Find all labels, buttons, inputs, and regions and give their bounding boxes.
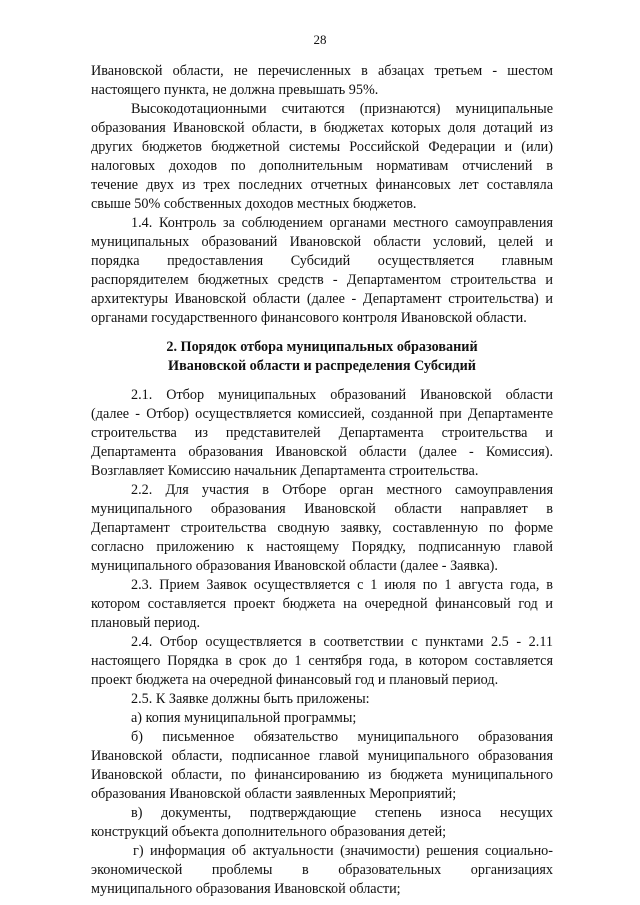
text-line: порядка предоставления Субсидий осуществляется главным xyxy=(91,253,553,269)
text-line: Ивановской области, подписанное главой муниципального образования xyxy=(91,748,553,764)
list-item: в) документы, подтверждающие степень износа несущих xyxy=(131,805,553,821)
text-line: муниципального образования Ивановской области; xyxy=(91,881,401,897)
section-heading: 2. Порядок отбора муниципальных образований xyxy=(166,339,478,355)
text-line: 1.4. Контроль за соблюдением органами местного самоуправления xyxy=(131,215,553,231)
text-line: конструкций объекта дополнительного образования детей; xyxy=(91,824,447,840)
text-line: плановый период. xyxy=(91,615,201,631)
text-line: течение двух из трех последних отчетных финансовых лет составляла xyxy=(91,177,553,193)
list-item: б) письменное обязательство муниципального образования xyxy=(131,729,553,745)
text-line: Департамента образования Ивановской области (далее - Комиссия). xyxy=(91,444,553,460)
page-number: 28 xyxy=(313,32,327,47)
text-line: свыше 50% собственных доходов местных бюджетов. xyxy=(91,196,417,212)
text-line: согласно приложению к настоящему Порядку, подписанную главой xyxy=(91,539,553,555)
text-line: налоговых доходов по дополнительным нормативам отчислений в xyxy=(91,158,553,174)
text-line: 2.2. Для участия в Отборе орган местного самоуправления xyxy=(131,482,553,498)
text-line: строительства из представителей Департамента строительства и xyxy=(91,425,553,441)
text-line: органами государственного финансового контроля Ивановской области. xyxy=(91,310,527,326)
text-line: Департамент строительства сводную заявку, составленную по форме xyxy=(91,520,553,536)
text-line: 2.4. Отбор осуществляется в соответствии с пунктами 2.5 - 2.11 xyxy=(131,634,553,650)
text-line: настоящего Порядка в срок до 1 сентября года, в котором составляется xyxy=(91,653,553,669)
text-line: 2.1. Отбор муниципальных образований Ивановской области xyxy=(131,387,553,403)
text-line: распорядителем бюджетных средств - Департаментом строительства и xyxy=(91,272,553,288)
text-line: Ивановской области, не перечисленных в абзацах третьем - шестом xyxy=(91,63,553,79)
text-line: 2.5. К Заявке должны быть приложены: xyxy=(131,691,370,707)
text-line: 2.3. Прием Заявок осуществляется с 1 июля по 1 августа года, в xyxy=(131,577,553,593)
text-line: (далее - Отбор) осуществляется комиссией, созданной при Департаменте xyxy=(91,406,553,422)
text-line: архитектуры Ивановской области (далее - Департамент строительства) и xyxy=(91,291,553,307)
text-line: Ивановской области, по финансированию из бюджета муниципального xyxy=(91,767,553,783)
text-line: котором составляется проект бюджета на очередной финансовый год и xyxy=(91,596,553,612)
text-line: экономической проблемы в образовательных организациях xyxy=(91,862,553,878)
text-line: Возглавляет Комиссию начальник Департамента строительства. xyxy=(91,463,479,479)
text-line: образования Ивановской области, в бюджетах которых доля дотаций из xyxy=(91,120,553,136)
text-line: муниципальных образований Ивановской области условий, целей и xyxy=(91,234,553,250)
text-line: муниципального образования Ивановской области (далее - Заявка). xyxy=(91,558,498,574)
text-line: образования Ивановской области заявленных Мероприятий; xyxy=(91,786,457,802)
list-item: г) информация об актуальности (значимости) решения социально- xyxy=(133,843,553,859)
text-line: настоящего пункта, не должна превышать 95%. xyxy=(91,82,379,98)
text-line: других бюджетов бюджетной системы Российской Федерации и (или) xyxy=(91,139,553,155)
text-line: муниципального образования Ивановской области направляет в xyxy=(91,501,553,517)
text-line: проект бюджета на очередной финансовый год и плановый период. xyxy=(91,672,499,688)
text-line: Высокодотационными считаются (признаются) муниципальные xyxy=(131,101,553,117)
list-item: а) копия муниципальной программы; xyxy=(131,710,357,726)
section-heading: Ивановской области и распределения Субсидий xyxy=(168,358,476,374)
